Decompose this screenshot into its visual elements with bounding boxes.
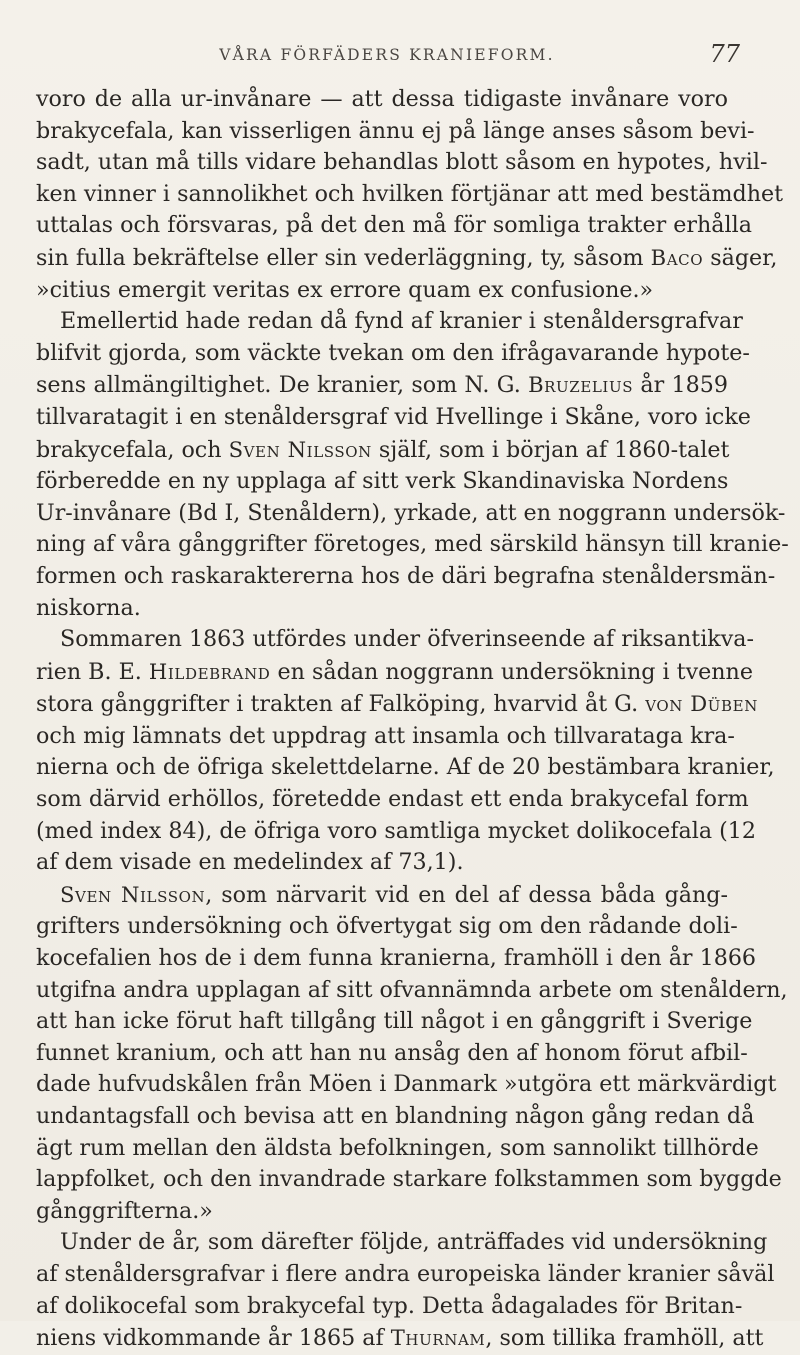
page-header xyxy=(34,40,740,80)
text-line: sens allmängiltighet. De kranier, som N. G. Bruzelius år 1859 xyxy=(36,372,729,399)
text-line: »citius emergit veritas ex errore quam ex confusione.» xyxy=(36,276,654,303)
text-line: brakycefala, och Sven Nilsson själf, som i början af 1860-talet xyxy=(36,436,730,463)
paragraph-start: Sven Nilsson, som närvarit vid en del af dessa båda gång- xyxy=(60,881,728,908)
text-line: af dolikocefal som brakycefal typ. Detta ådagalades för Britan- xyxy=(36,1292,743,1319)
text-line: sadt, utan må tills vidare behandlas blott såsom en hypotes, hvil- xyxy=(36,149,768,176)
text-line: (med index 84), de öfriga voro samtliga mycket dolikocefala (12 xyxy=(36,817,757,844)
author-name: Baco xyxy=(650,244,704,270)
paragraph-start: Under de år, som därefter följde, anträffades vid undersökning xyxy=(60,1229,768,1256)
text-line: funnet kranium, och att han nu ansåg den af honom förut afbil- xyxy=(36,1039,748,1066)
text-line: ägt rum mellan den äldsta befolkningen, som sannolikt tillhörde xyxy=(36,1134,759,1161)
text-line: kocefalien hos de i dem funna kranierna, framhöll i den år 1866 xyxy=(36,945,757,972)
text-line: att han icke förut haft tillgång till något i en gånggrift i Sverige xyxy=(36,1008,753,1035)
author-name: Hildebrand xyxy=(148,658,271,684)
text-line: lappfolket, och den invandrade starkare folkstammen som byggde xyxy=(36,1166,782,1193)
paragraph-start: Sommaren 1863 utfördes under öfverinseende af riksantikva- xyxy=(60,626,754,653)
text-line: tillvaratagit i en stenåldersgraf vid Hvellinge i Skåne, voro icke xyxy=(36,403,751,430)
text-line: blifvit gjorda, som väckte tvekan om den ifrågavarande hypote- xyxy=(36,339,750,366)
running-title: VÅRA FÖRFÄDERS KRANIEFORM. xyxy=(219,46,555,64)
text-line: och mig lämnats det uppdrag att insamla och tillvarataga kra- xyxy=(36,722,735,749)
author-name: Sven Nilsson xyxy=(60,881,206,907)
paragraph-start: Emellertid hade redan då fynd af kranier i stenåldersgrafvar xyxy=(60,308,743,335)
page-number: 77 xyxy=(709,40,740,68)
text-line: förberedde en ny upplaga af sitt verk Skandinaviska Nordens xyxy=(36,468,729,495)
text-line: nierna och de öfriga skelettdelarne. Af de 20 bestämbara kranier, xyxy=(36,754,775,781)
text-line: formen och raskaraktererna hos de däri begrafna stenåldersmän- xyxy=(36,562,776,589)
text-line: stora gånggrifter i trakten af Falköping, hvarvid åt G. von Düben xyxy=(36,691,758,718)
text-line: dade hufvudskålen från Möen i Danmark »utgöra ett märkvärdigt xyxy=(36,1071,777,1098)
author-name: Sven Nilsson xyxy=(228,436,372,462)
body-text xyxy=(36,84,789,1355)
text-line: uttalas och försvaras, på det den må för somliga trakter erhålla xyxy=(36,212,752,239)
text-line: af dem visade en medelindex af 73,1). xyxy=(36,849,464,876)
author-name: Bruzelius xyxy=(528,372,634,398)
text-line: grifters undersökning och öfvertygat sig om den rådande doli- xyxy=(36,913,738,940)
text-line: utgifna andra upplagan af sitt ofvannämnda arbete om stenåldern, xyxy=(36,976,788,1003)
text-line: ning af våra gånggrifter företoges, med särskild hänsyn till kranie- xyxy=(36,531,789,558)
text-line: undantagsfall och bevisa att en blandning någon gång redan då xyxy=(36,1103,755,1129)
text-line: voro de alla ur-invånare — att dessa tidigaste invånare voro xyxy=(36,86,728,112)
text-line: ken vinner i sannolikhet och hvilken förtjänar att med bestämdhet xyxy=(36,180,784,207)
author-name: Thurnam xyxy=(390,1325,486,1351)
text-line: som därvid erhöllos, företedde endast ett enda brakycefal form xyxy=(36,786,749,813)
text-line: niens vidkommande år 1865 af Thurnam, som tillika framhöll, att xyxy=(36,1325,764,1352)
text-line: af stenåldersgrafvar i flere andra europeiska länder kranier såväl xyxy=(36,1260,775,1287)
text-line: sin fulla bekräftelse eller sin vederläggning, ty, såsom Baco säger, xyxy=(36,244,778,271)
author-name: von Düben xyxy=(645,691,758,717)
text-line: gånggrifterna.» xyxy=(36,1197,213,1224)
text-line: niskorna. xyxy=(36,594,141,621)
text-line: brakycefala, kan visserligen ännu ej på länge anses såsom bevi- xyxy=(36,117,755,144)
text-line: rien B. E. Hildebrand en sådan noggrann undersökning i tvenne xyxy=(36,658,753,685)
text-line: Ur-invånare (Bd I, Stenåldern), yrkade, att en noggrann undersök- xyxy=(36,499,786,526)
